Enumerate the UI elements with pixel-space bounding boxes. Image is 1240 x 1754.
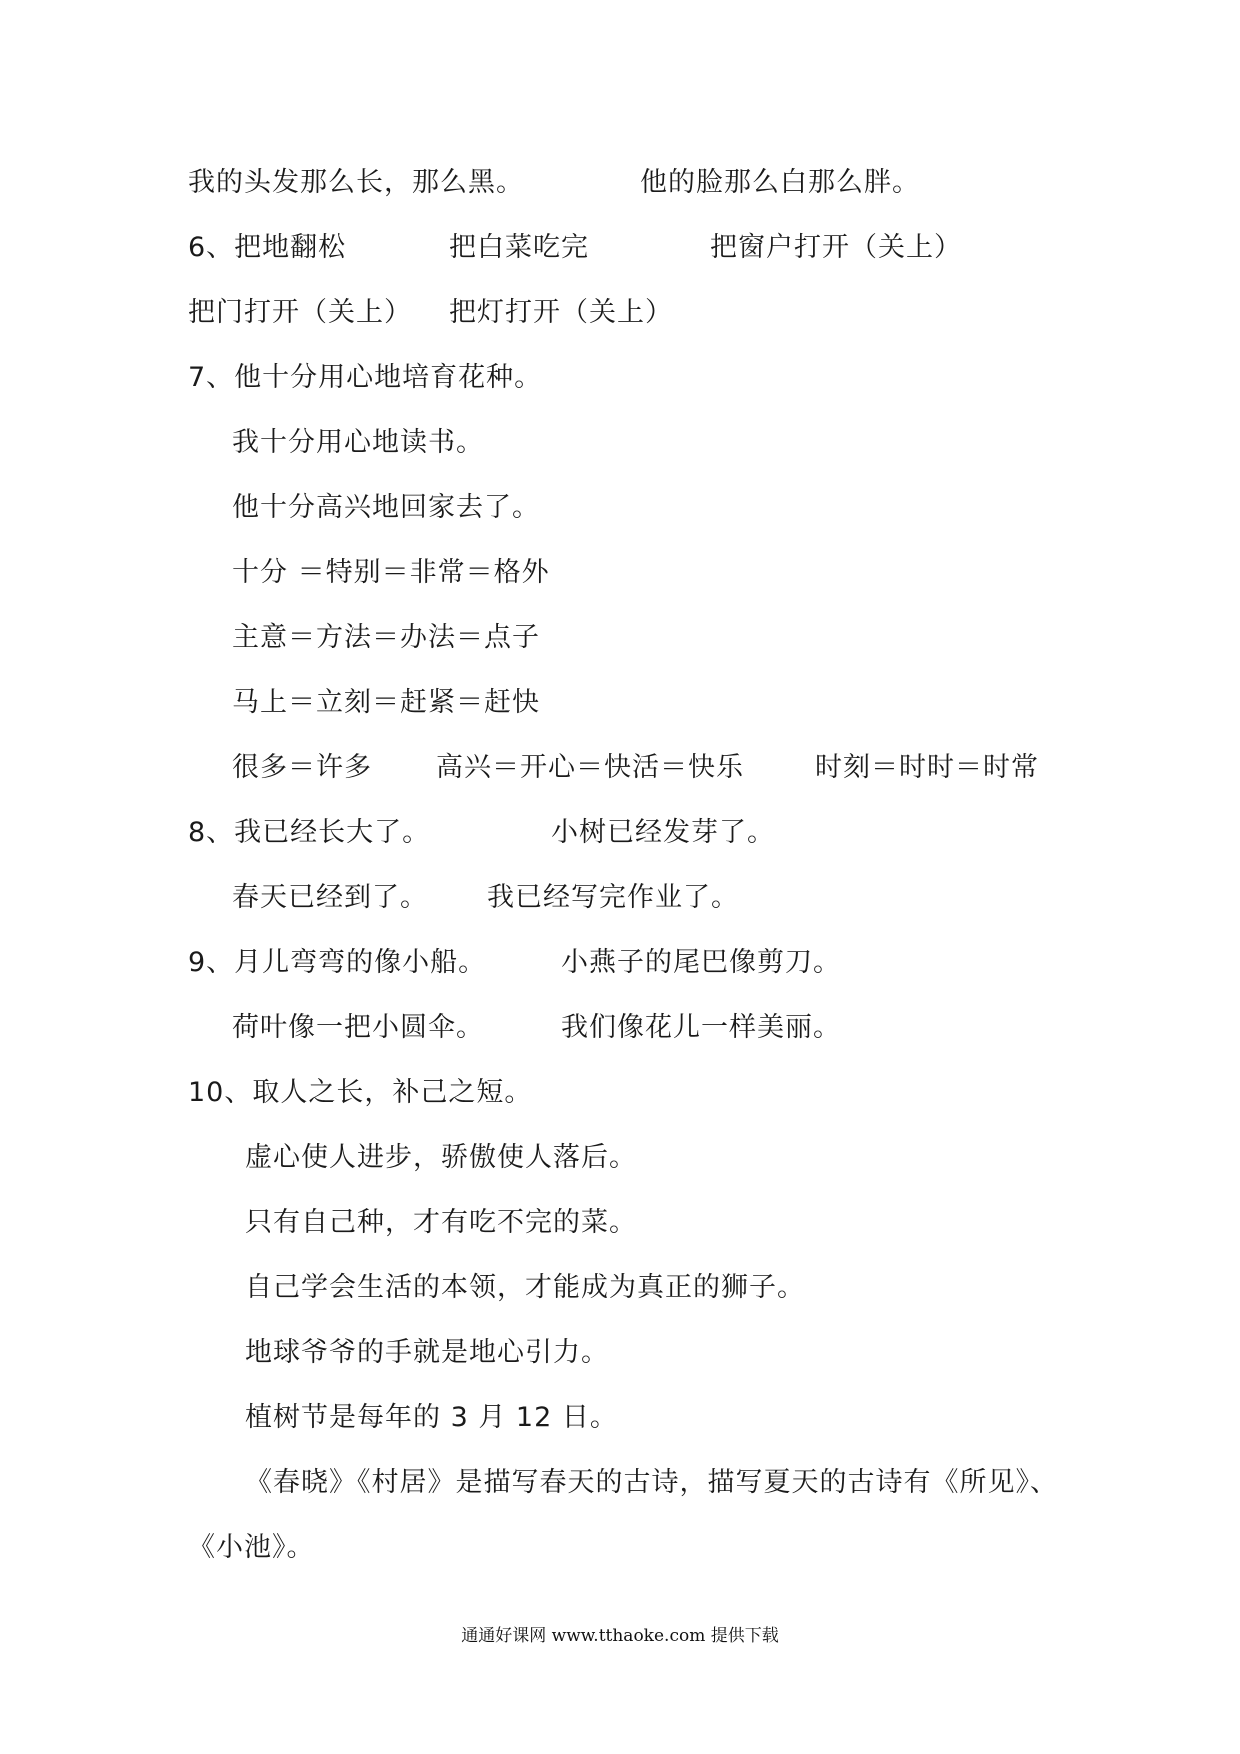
item-7-synonyms: 时刻＝时时＝时常 xyxy=(815,752,1039,783)
item-7-heading: 7、他十分用心地培育花种。 xyxy=(188,362,543,393)
item-10-sentence: 自己学会生活的本领，才能成为真正的狮子。 xyxy=(245,1272,805,1303)
text-line: 我的头发那么长，那么黑。 xyxy=(188,167,524,198)
item-8-text: 我已经写完作业了。 xyxy=(487,882,739,913)
text-line: 他的脸那么白那么胖。 xyxy=(640,167,920,198)
item-7-synonyms: 十分 ＝特别＝非常＝格外 xyxy=(232,557,550,588)
item-9-text: 我们像花儿一样美丽。 xyxy=(561,1012,841,1043)
item-9-text: 荷叶像一把小圆伞。 xyxy=(232,1012,484,1043)
item-7-sentence: 我十分用心地读书。 xyxy=(232,427,484,458)
item-8-text: 8、我已经长大了。 xyxy=(188,817,431,848)
page-footer: 通通好课网 www.tthaoke.com 提供下载 xyxy=(461,1626,779,1646)
item-7-synonyms: 主意＝方法＝办法＝点子 xyxy=(232,622,540,653)
item-6-text: 把窗户打开（关上） xyxy=(710,232,962,263)
item-6-text: 把门打开（关上） xyxy=(188,297,412,328)
item-7-synonyms: 很多＝许多 xyxy=(232,752,372,783)
item-6-text: 把白菜吃完 xyxy=(449,232,589,263)
item-10-sentence: 《小池》。 xyxy=(188,1532,315,1563)
item-7-sentence: 他十分高兴地回家去了。 xyxy=(232,492,540,523)
item-10-heading: 10、取人之长，补己之短。 xyxy=(188,1077,533,1108)
item-10-sentence: 虚心使人进步，骄傲使人落后。 xyxy=(245,1142,637,1173)
item-6-text: 6、把地翻松 xyxy=(188,232,347,263)
item-10-sentence: 《春晓》《村居》是描写春天的古诗，描写夏天的古诗有《所见》、 xyxy=(245,1467,1058,1498)
item-7-synonyms: 高兴＝开心＝快活＝快乐 xyxy=(436,752,744,783)
item-9-text: 9、月儿弯弯的像小船。 xyxy=(188,947,487,978)
item-9-text: 小燕子的尾巴像剪刀。 xyxy=(561,947,841,978)
item-6-text: 把灯打开（关上） xyxy=(449,297,673,328)
item-7-synonyms: 马上＝立刻＝赶紧＝赶快 xyxy=(232,687,540,718)
item-10-sentence: 地球爷爷的手就是地心引力。 xyxy=(245,1337,609,1368)
item-8-text: 春天已经到了。 xyxy=(232,882,428,913)
item-10-sentence: 植树节是每年的 3 月 12 日。 xyxy=(245,1402,618,1433)
item-10-sentence: 只有自己种，才有吃不完的菜。 xyxy=(245,1207,637,1238)
item-8-text: 小树已经发芽了。 xyxy=(551,817,775,848)
